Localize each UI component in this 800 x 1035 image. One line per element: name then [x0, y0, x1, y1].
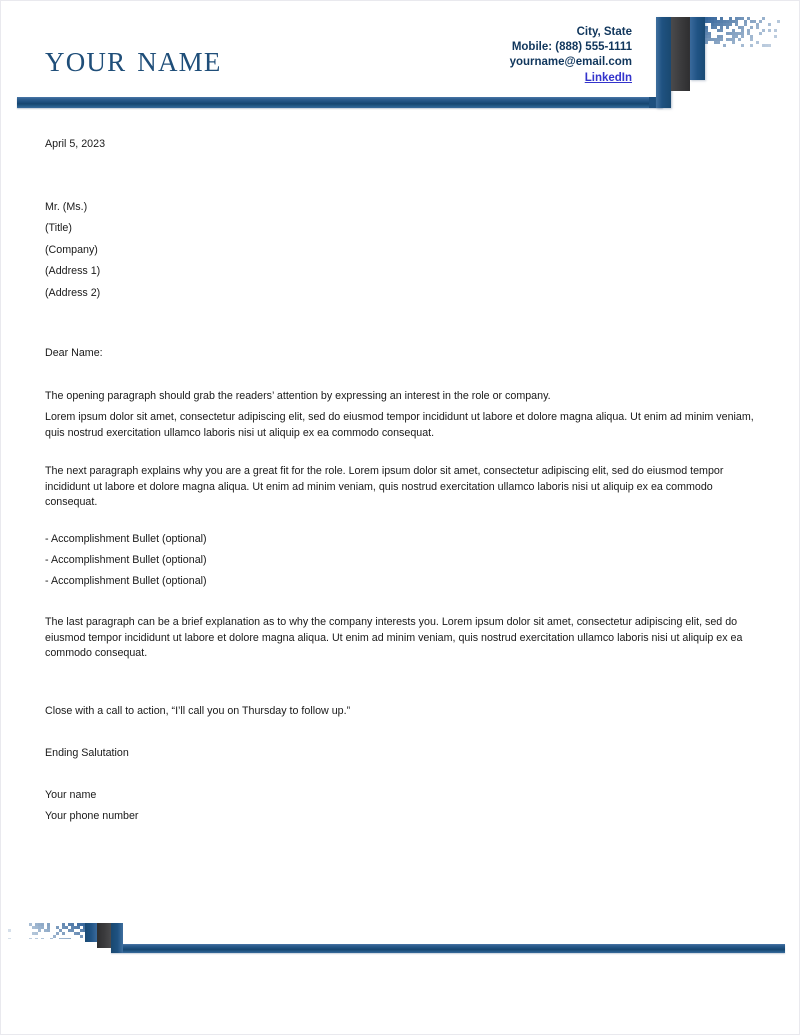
recipient-address-block	[45, 201, 100, 308]
footer-pixel-texture	[5, 923, 85, 939]
recipient-line: (Company)	[45, 243, 98, 256]
salutation: Dear Name:	[45, 347, 103, 359]
call-to-action-line: Close with a call to action, “I’ll call you on Thursday to follow up.”	[45, 705, 351, 717]
recipient-line: (Address 2)	[45, 286, 101, 299]
letter-date: April 5, 2023	[45, 138, 106, 150]
contact-email: yourname@email.com	[509, 56, 632, 69]
list-item: - Accomplishment Bullet (optional)	[45, 575, 207, 588]
recipient-line: Mr. (Ms.)	[45, 201, 88, 213]
footer-rule	[111, 944, 785, 953]
accomplishment-bullet-list	[45, 533, 207, 597]
opening-paragraph: The opening paragraph should grab the readers’ attention by expressing an interest in the role or company.	[45, 390, 551, 402]
letterhead-header	[1, 1, 800, 121]
header-rule	[17, 97, 663, 108]
signature-name: Your name	[45, 789, 97, 801]
contact-info-block	[510, 25, 632, 86]
footer-stripe-dark	[97, 923, 111, 948]
header-stripe-primary	[656, 17, 671, 108]
opening-lorem-paragraph: Lorem ipsum dolor sit amet, consectetur adipiscing elit, sed do eiusmod tempor incididunt ut labore et dolore magna aliqua. Ut enim ad minim veniam, quis nostrud exercitation ullamco laboris nisi ut aliquip ex ea commodo consequat.	[45, 411, 754, 439]
footer-stripe-primary	[111, 923, 123, 953]
last-paragraph: The last paragraph can be a brief explanation as to why the company interests you. Lorem ipsum dolor sit amet, consectetur adipiscing elit, sed do eiusmod tempor incididunt ut labore et dolore magna aliqua. Ut enim ad minim veniam, quis nostrud exercitation ullamco laboris nisi ut aliquip ex ea commodo consequat.	[45, 616, 743, 660]
contact-mobile: Mobile: (888) 555-1111	[511, 41, 632, 54]
list-item: - Accomplishment Bullet (optional)	[45, 554, 207, 567]
ending-salutation: Ending Salutation	[45, 747, 129, 759]
second-paragraph: The next paragraph explains why you are a great fit for the role. Lorem ipsum dolor sit amet, consectetur adipiscing elit, sed do eiusmod tempor incididunt ut labore et dolore magna aliqua. Ut enim ad minim veniam, quis nostrud exercitation ullamco laboris nisi ut aliquip ex ea commodo consequat.	[45, 465, 724, 509]
header-pixel-texture	[705, 17, 797, 47]
page-title: your name	[45, 37, 222, 80]
footer-stripe-secondary	[85, 923, 97, 942]
header-stripe-dark	[671, 17, 690, 91]
signature-block	[45, 789, 139, 832]
header-stripe-secondary	[690, 17, 705, 80]
recipient-line: (Title)	[45, 222, 72, 235]
linkedin-link[interactable]: LinkedIn	[584, 71, 632, 84]
contact-location: City, State	[576, 26, 632, 38]
recipient-line: (Address 1)	[45, 265, 101, 278]
list-item: - Accomplishment Bullet (optional)	[45, 533, 207, 545]
signature-phone: Your phone number	[45, 810, 139, 823]
letterhead-footer	[1, 904, 800, 964]
